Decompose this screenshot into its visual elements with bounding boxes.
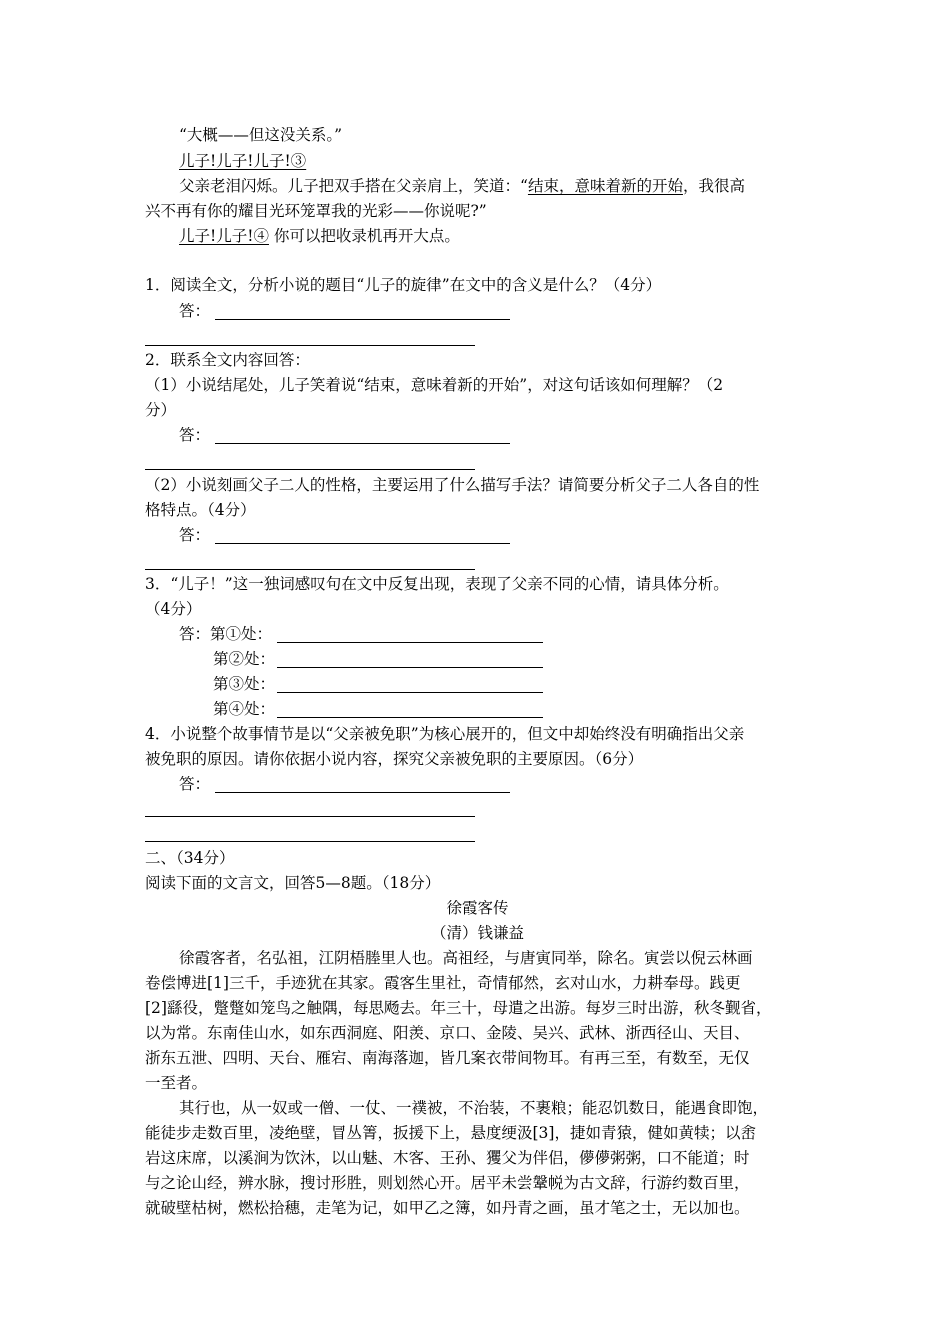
question-3-part-4-label: 第④处： — [213, 700, 276, 718]
passage-p1-line: [2]繇役，蹩蹩如笼鸟之触隅，每思飏去。年三十，母遣之出游。每岁三时出游，秋冬觐省， — [145, 999, 772, 1017]
answer-line — [277, 717, 543, 718]
passage-p1-line: 徐霞客者，名弘祖，江阴梧塍里人也。高祖经，与唐寅同举，除名。寅尝以倪云林画 — [179, 949, 753, 967]
passage-author: （清）钱谦益 — [430, 924, 524, 942]
story-line-2: 儿子!儿子!儿子!③ — [179, 152, 307, 170]
passage-p1-line: 一至者。 — [145, 1074, 208, 1092]
answer-line — [145, 345, 475, 346]
question-3-part-3-label: 第③处： — [213, 675, 276, 693]
question-2-2-line-a: （2）小说刻画父子二人的性格，主要运用了什么描写手法？请简要分析父子二人各自的性 — [145, 476, 760, 494]
passage-p1-line: 卷偿博进[1]三千，手迹犹在其家。霞客生里社，奇情郁然，玄对山水，力耕奉母。践更 — [145, 974, 741, 992]
story-quote-underlined: 结束，意味着新的开始 — [527, 177, 683, 195]
story-line-3 — [179, 176, 745, 196]
passage-p1-line: 浙东五泄、四明、天台、雁宕、南海落迦，皆几案衣带间物耳。有再三至，有数至，无仅 — [145, 1049, 750, 1067]
answer-line — [277, 692, 543, 693]
answer-label-1: 答： — [179, 302, 211, 320]
story-line-3a: 父亲老泪闪烁。儿子把双手搭在父亲肩上，笑道：“ — [179, 177, 528, 195]
question-3-part-2-label: 第②处： — [213, 650, 276, 668]
answer-line — [215, 792, 510, 793]
passage-p2-line: 能徒步走数百里，凌绝壁，冒丛箐，扳援下上，悬度绠汲[3]，捷如青猿，健如黄犊；以峹 — [145, 1124, 756, 1142]
answer-line — [277, 667, 543, 668]
question-4-line-b: 被免职的原因。请你依据小说内容，探究父亲被免职的主要原因。（6分） — [145, 750, 644, 768]
question-2-1-line-b: 分） — [145, 401, 177, 419]
question-2-2-line-b: 格特点。（4分） — [145, 501, 256, 519]
section-2-intro: 阅读下面的文言文，回答5—8题。（18分） — [145, 874, 441, 892]
story-line-4: 兴不再有你的耀目光环笼罩我的光彩——你说呢?” — [145, 202, 487, 220]
question-1: 1．阅读全文，分析小说的题目“儿子的旋律”在文中的含义是什么？（4分） — [145, 276, 662, 294]
passage-title: 徐霞客传 — [446, 899, 509, 917]
question-2: 2．联系全文内容回答： — [145, 351, 310, 369]
passage-p2-line: 岩这床席，以溪涧为饮沐，以山魅、木客、王孙、玃父为伴侣，儚儚粥粥，口不能道；时 — [145, 1149, 750, 1167]
answer-label-2-1: 答： — [179, 426, 211, 444]
answer-label-2-2: 答： — [179, 526, 211, 544]
story-line-5 — [179, 226, 460, 246]
story-line-5a: 儿子!儿子!④ — [179, 227, 269, 245]
question-3-line-b: （4分） — [145, 600, 202, 618]
question-3-part-1-label: 答：第①处： — [179, 625, 273, 643]
story-line-3c: ，我很高 — [682, 177, 745, 195]
answer-line — [145, 816, 475, 817]
question-2-1-line-a: （1）小说结尾处，儿子笑着说“结束，意味着新的开始”，对这句话该如何理解？（2 — [145, 376, 724, 394]
answer-line — [145, 569, 475, 570]
answer-line — [215, 319, 510, 320]
passage-p2-line: 其行也，从一奴或一僧、一仗、一襆被，不治装，不裹粮；能忍饥数日，能遇食即饱， — [179, 1099, 769, 1117]
question-4-line-a: 4．小说整个故事情节是以“父亲被免职”为核心展开的，但文中却始终没有明确指出父亲 — [145, 725, 745, 743]
passage-p2-line: 就破壁枯树，燃松拾穗，走笔为记，如甲乙之簿，如丹青之画，虽才笔之士，无以加也。 — [145, 1199, 750, 1217]
answer-line — [277, 642, 543, 643]
story-line-1: “大概——但这没关系。” — [179, 126, 343, 144]
answer-label-4: 答： — [179, 775, 211, 793]
answer-line — [145, 469, 475, 470]
answer-line — [145, 841, 475, 842]
section-2-heading: 二、（34分） — [145, 849, 235, 867]
passage-p1-line: 以为常。东南佳山水，如东西洞庭、阳羡、京口、金陵、吴兴、武林、浙西径山、天目、 — [145, 1024, 750, 1042]
passage-p2-line: 与之论山经，辨水脉，搜讨形胜，则划然心开。居平未尝鞶帨为古文辞，行游约数百里， — [145, 1174, 750, 1192]
question-3-line-a: 3．“儿子！”这一独词感叹句在文中反复出现，表现了父亲不同的心情，请具体分析。 — [145, 575, 729, 593]
answer-line — [215, 443, 510, 444]
answer-line — [215, 543, 510, 544]
story-line-5b: 你可以把收录机再开大点。 — [268, 227, 460, 245]
